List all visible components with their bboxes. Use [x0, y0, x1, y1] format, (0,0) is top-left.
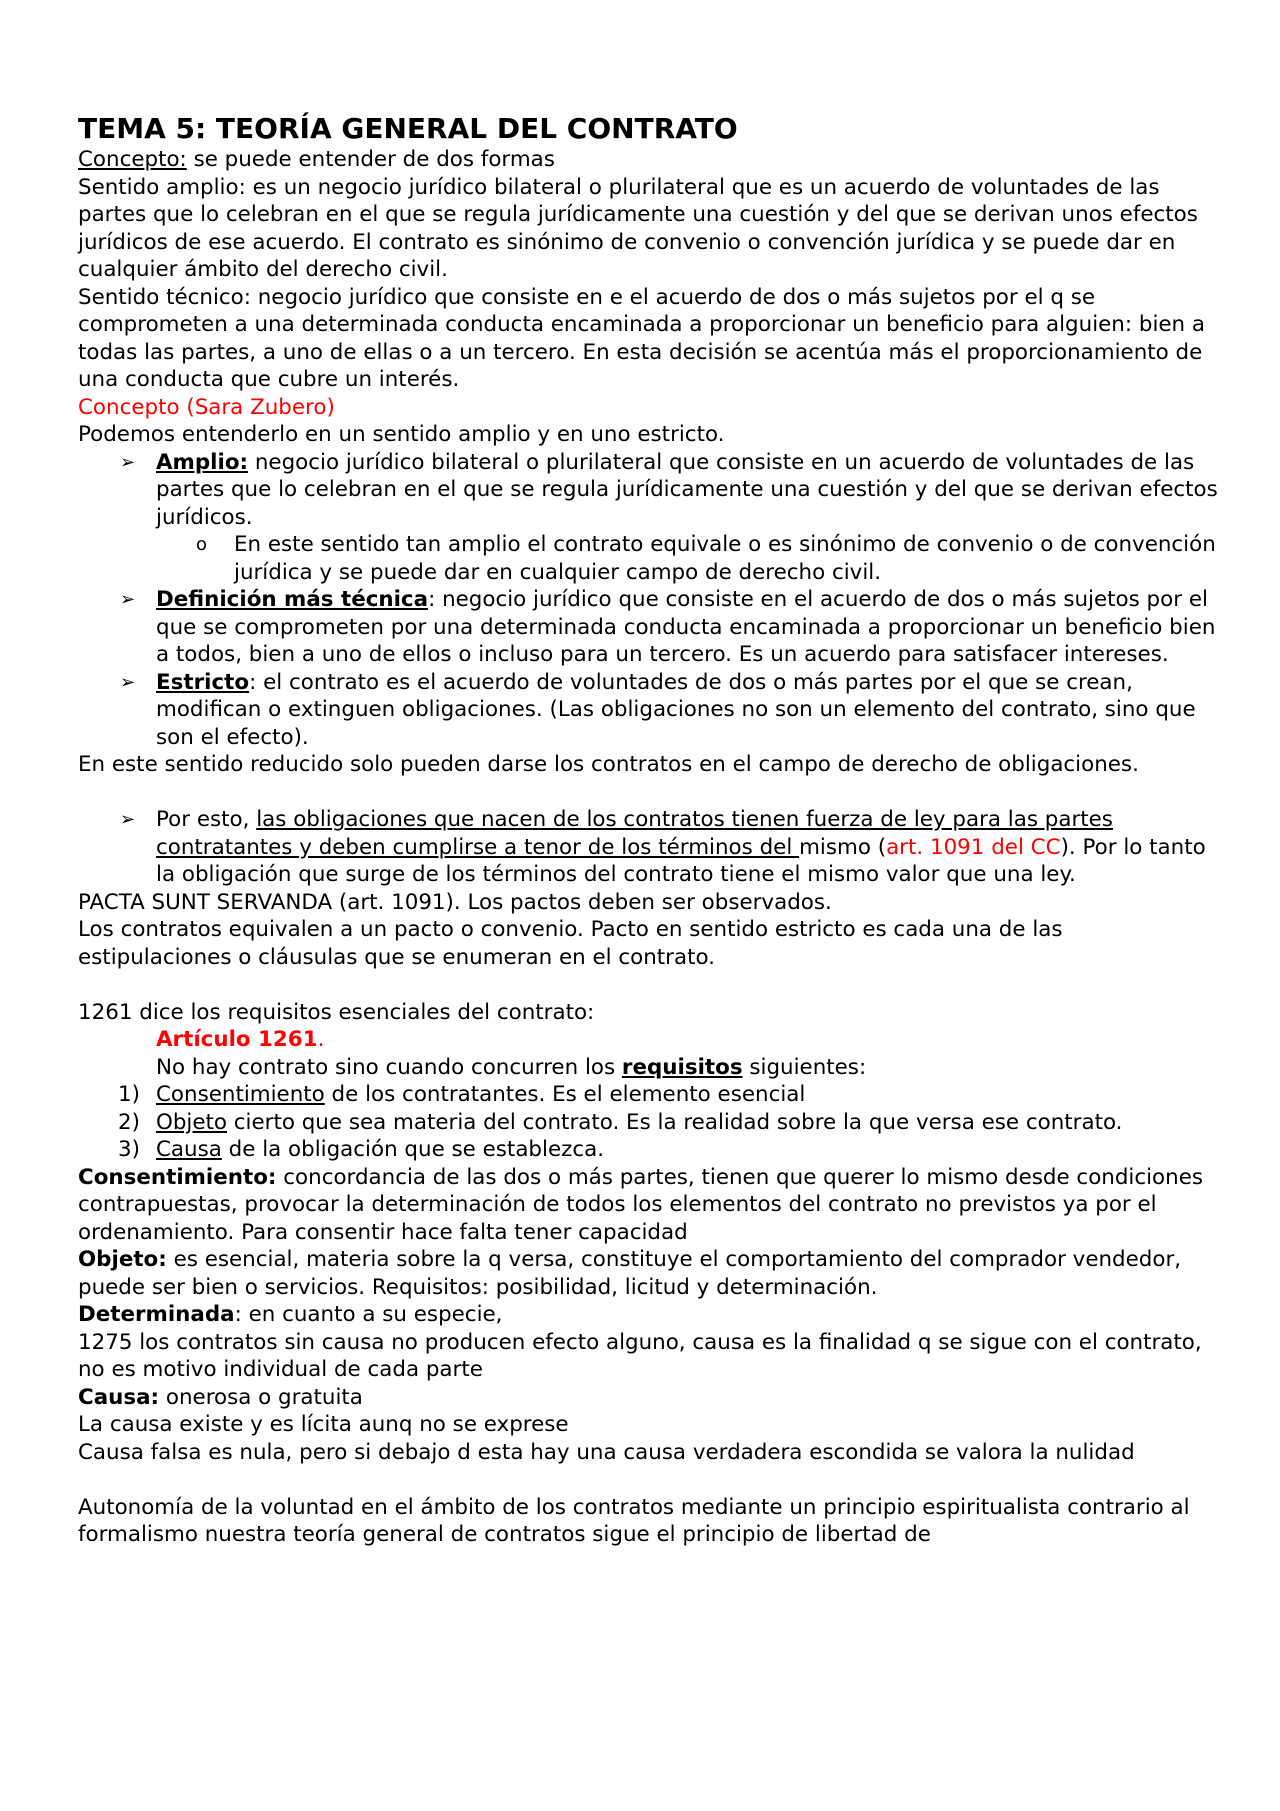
consentimiento-text: concordancia de las dos o más partes, tienen que querer lo mismo desde condiciones contrapuestas, provocar la determinación de todos los elementos del contrato no previstos ya por el ordenamiento. Para consentir hace falta tener capacidad	[78, 1164, 1204, 1245]
art-1091-reference: art. 1091 del CC	[886, 834, 1061, 860]
sub-bullet-amplio	[78, 531, 1218, 586]
por-esto-mid: mismo (	[799, 834, 887, 860]
requisito-item	[78, 1109, 1218, 1137]
concepto-sara-heading: Concepto (Sara Zubero)	[78, 394, 335, 420]
tecnica-text: : negocio jurídico que consiste en el acuerdo de dos o más sujetos por el que se comprometen por una determinada conducta encaminada a proporcionar un beneficio bien a todos, bien a uno de ellos o incluso para un tercero. Es un acuerdo para satisfacer intereses.	[156, 587, 1216, 667]
causa-text: onerosa o gratuita	[159, 1384, 363, 1410]
blank-line	[78, 971, 1218, 999]
no-hay-paragraph	[78, 1054, 1218, 1082]
r1275-paragraph: 1275 los contratos sin causa no producen efecto alguno, causa es la finalidad q se sigue con el contrato, no es motivo individual de cada parte	[78, 1329, 1202, 1382]
requisito-number: 1)	[118, 1082, 140, 1107]
amplio-sub-text: En este sentido tan amplio el contrato equivale o es sinónimo de convenio o de convención jurídica y se puede dar en cualquier campo de derecho civil.	[234, 532, 1216, 585]
consentimiento-label: Consentimiento:	[78, 1164, 277, 1190]
sentido-tecnico-paragraph: Sentido técnico: negocio jurídico que consiste en e el acuerdo de dos o más sujetos por el q se comprometen a una determinada conducta encaminada a proporcionar un beneficio para alguien: bien a todas las partes, a uno de ellas o a un tercero. En esta decisión se acentúa más el proporcionamiento de una conducta que cubre un interés.	[78, 284, 1206, 392]
requisito-item	[78, 1136, 1218, 1164]
equivalen-paragraph: Los contratos equivalen a un pacto o convenio. Pacto en sentido estricto es cada una de las estipulaciones o cláusulas que se enumeran en el contrato.	[78, 917, 1063, 970]
reducido-paragraph: En este sentido reducido solo pueden darse los contratos en el campo de derecho de obligaciones.	[78, 752, 1139, 777]
pacta-paragraph: PACTA SUNT SERVANDA (art. 1091). Los pactos deben ser observados.	[78, 889, 832, 915]
requisito-text: cierto que sea materia del contrato. Es la realidad sobre la que versa ese contrato.	[227, 1109, 1123, 1135]
requisito-number: 2)	[118, 1109, 140, 1135]
causa-paragraph	[78, 1384, 1218, 1412]
bullet-estricto	[78, 669, 1218, 752]
objeto-paragraph	[78, 1246, 1218, 1301]
tecnica-label: Definición más técnica	[156, 587, 429, 612]
requisito-label: Consentimiento	[156, 1082, 325, 1107]
r1261-paragraph: 1261 dice los requisitos esenciales del contrato:	[78, 999, 595, 1025]
bullet-por-esto	[78, 806, 1218, 889]
requisito-label: Objeto	[156, 1109, 227, 1135]
arrow-bullet-icon: ➢	[120, 809, 136, 830]
requisitos-word: requisitos	[621, 1054, 743, 1080]
blank-line	[78, 779, 1218, 807]
determinada-text: : en cuanto a su especie,	[234, 1302, 503, 1327]
consentimiento-paragraph	[78, 1164, 1218, 1247]
document-page	[78, 112, 1218, 1549]
requisito-label: Causa	[156, 1137, 222, 1162]
concepto-text: se puede entender de dos formas	[186, 147, 555, 172]
objeto-text: es esencial, materia sobre la q versa, constituye el comportamiento del comprador vendedor, puede ser bien o servicios. Requisitos: posibilidad, licitud y determinación.	[78, 1247, 1182, 1300]
no-hay-post: siguientes:	[742, 1054, 867, 1080]
requisito-text: de la obligación que se establezca.	[221, 1137, 605, 1162]
estricto-text: : el contrato es el acuerdo de voluntades de dos o más partes por el que se crean, modifican o extinguen obligaciones. (Las obligaciones no son un elemento del contrato, sino que son el efecto).	[156, 669, 1196, 750]
blank-line	[78, 1466, 1218, 1494]
bullet-tecnica	[78, 586, 1218, 669]
articulo-heading	[78, 1026, 1218, 1054]
podemos-paragraph: Podemos entenderlo en un sentido amplio y en uno estricto.	[78, 422, 725, 447]
requisito-number: 3)	[118, 1137, 140, 1162]
concepto-line	[78, 146, 1218, 174]
page-title: TEMA 5: TEORÍA GENERAL DEL CONTRATO	[78, 112, 738, 145]
arrow-bullet-icon: ➢	[120, 671, 136, 693]
causa-falsa-paragraph: Causa falsa es nula, pero si debajo d esta hay una causa verdadera escondida se valora la nulidad	[78, 1439, 1135, 1465]
por-esto-pre: Por esto,	[156, 807, 257, 832]
determinada-paragraph	[78, 1301, 1218, 1329]
causa-label: Causa:	[78, 1384, 160, 1410]
arrow-bullet-icon: ➢	[120, 589, 136, 610]
no-hay-pre: No hay contrato sino cuando concurren los	[156, 1054, 622, 1080]
articulo-dot: .	[317, 1027, 325, 1052]
concepto-label: Concepto:	[78, 147, 187, 172]
requisito-text: de los contratantes. Es el elemento esencial	[324, 1082, 806, 1107]
circle-bullet-icon: o	[196, 534, 208, 555]
por-esto-post: ). Por lo tanto la obligación que surge de los términos del contrato tiene el mismo valor que una ley.	[156, 834, 1206, 887]
objeto-label: Objeto:	[78, 1247, 167, 1272]
amplio-text: negocio jurídico bilateral o plurilateral que consiste en un acuerdo de voluntades de las partes que lo celebran en el que se regula jurídicamente una cuestión y del que se derivan efectos jurídicos.	[156, 449, 1218, 530]
amplio-label: Amplio:	[156, 449, 249, 475]
requisito-item	[78, 1081, 1218, 1109]
bullet-amplio	[78, 449, 1218, 532]
determinada-label: Determinada	[78, 1302, 235, 1327]
por-esto-underlined: las obligaciones que nacen de los contratos tienen fuerza de ley para las partes contratantes y deben cumplirse a tenor de los términos del	[156, 807, 1113, 860]
sentido-amplio-paragraph: Sentido amplio: es un negocio jurídico bilateral o plurilateral que es un acuerdo de voluntades de las partes que lo celebran en el que se regula jurídicamente una cuestión y del que se derivan unos efectos jurídicos de ese acuerdo. El contrato es sinónimo de convenio o convención jurídica y se puede dar en cualquier ámbito del derecho civil.	[78, 174, 1198, 282]
arrow-bullet-icon: ➢	[120, 451, 136, 473]
estricto-label: Estricto	[156, 669, 250, 695]
autonomia-paragraph: Autonomía de la voluntad en el ámbito de los contratos mediante un principio espiritualista contrario al formalismo nuestra teoría general de contratos sigue el principio de libertad de	[78, 1494, 1190, 1547]
causa-existe-paragraph: La causa existe y es lícita aunq no se exprese	[78, 1412, 569, 1437]
articulo-label: Artículo 1261	[156, 1027, 318, 1052]
